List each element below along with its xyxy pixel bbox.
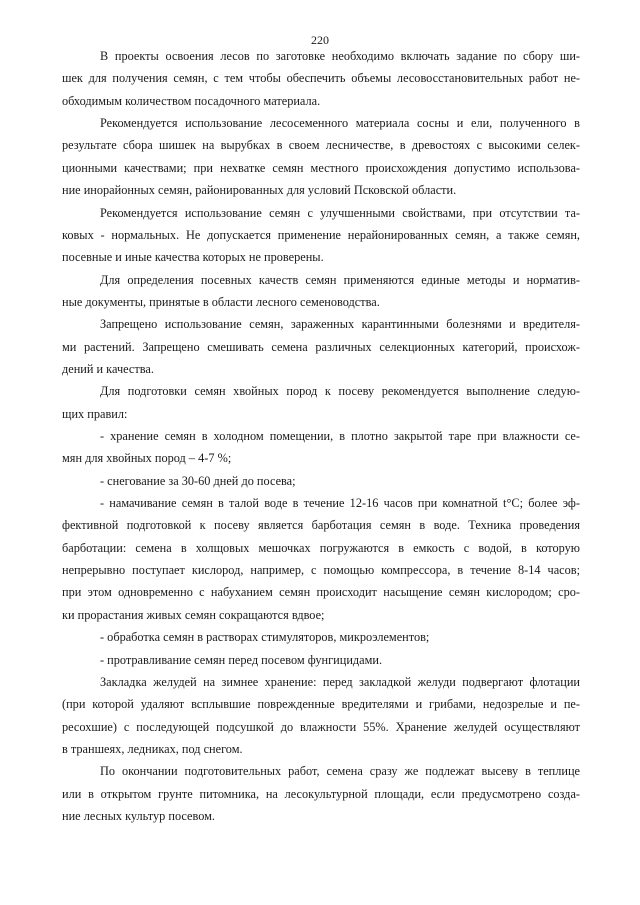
text-line: В проекты освоения лесов по заготовке необходимо включать задание по сбору ши-	[100, 49, 580, 63]
text-line: ми растений. Запрещено смешивать семена различных селекционных категорий, происхож-	[62, 339, 580, 354]
text-line: - снегование за 30-60 дней до посева;	[100, 473, 296, 488]
text-line: в траншеях, ледниках, под снегом.	[62, 741, 243, 756]
text-line: дений и качества.	[62, 361, 154, 376]
text-line: ковых - нормальных. Не допускается применение нерайонированных семян, а также семян,	[62, 227, 580, 242]
text-line: ные документы, принятые в области лесного семеноводства.	[62, 294, 380, 309]
text-line: ресохшие) с последующей подсушкой до влажности 55%. Хранение желудей осуществляют	[62, 719, 580, 734]
text-line: (при которой удаляют всплывшие поврежденные вредителями и грибами, недозрелые и пе-	[62, 697, 580, 712]
text-line: посевные и иные качества которых не проверены.	[62, 250, 324, 265]
text-line: непрерывно поступает кислород, например, с помощью компрессора, в течение 8-14 часов;	[62, 563, 580, 578]
text-line: барботации: семена в холщовых мешочках погружаются в емкость с водой, в которую	[62, 540, 580, 555]
text-line: - намачивание семян в талой воде в течение 12-16 часов при комнатной t°С; более эф-	[100, 496, 580, 510]
text-line: результате сбора шишек на вырубках в своем лесничестве, в древостоях с высокими селек-	[62, 138, 580, 153]
text-line: ние лесных культур посевом.	[62, 808, 215, 823]
text-line: - протравливание семян перед посевом фунгицидами.	[100, 652, 383, 667]
text-line: обходимым количеством посадочного материала.	[62, 93, 321, 108]
text-line: мян для хвойных пород – 4-7 %;	[62, 451, 232, 466]
text-line: Закладка желудей на зимнее хранение: перед закладкой желуди подвергают флотации	[100, 674, 580, 689]
text-line: шек для получения семян, с тем чтобы обеспечить объемы лесовосстановительных работ не-	[62, 71, 580, 86]
text-line: фективной подготовкой к посеву является барботация семян в воде. Техника проведения	[62, 518, 580, 533]
text-line: или в открытом грунте питомника, на лесокультурной площади, если предусмотрено созда-	[62, 786, 580, 801]
text-line: ние инорайонных семян, районированных для условий Псковской области.	[62, 183, 457, 198]
text-line: Запрещено использование семян, зараженных карантинными болезнями и вредителя-	[100, 317, 580, 332]
page-number: 220	[311, 33, 329, 47]
text-line: Рекомендуется использование лесосеменного материала сосны и ели, полученного в	[100, 116, 580, 131]
text-line: По окончании подготовительных работ, семена сразу же подлежат высеву в теплице	[100, 764, 580, 779]
text-line: щих правил:	[62, 406, 128, 421]
text-line: ционными качествами; при нехватке семян местного происхождения допустимо использова-	[62, 160, 580, 175]
text-line: ки прорастания живых семян сокращаются вдвое;	[62, 607, 325, 622]
text-line: - обработка семян в растворах стимуляторов, микроэлементов;	[100, 630, 430, 645]
text-line: - хранение семян в холодном помещении, в плотно закрытой таре при влажности се-	[100, 429, 580, 443]
text-line: Рекомендуется использование семян с улучшенными свойствами, при отсутствии та-	[100, 205, 580, 220]
text-line: Для подготовки семян хвойных пород к посеву рекомендуется выполнение следую-	[100, 384, 580, 399]
text-line: при этом одновременно с набуханием семян происходит насыщение семян кислородом; сро-	[62, 585, 580, 600]
text-line: Для определения посевных качеств семян применяются единые методы и норматив-	[100, 272, 580, 287]
